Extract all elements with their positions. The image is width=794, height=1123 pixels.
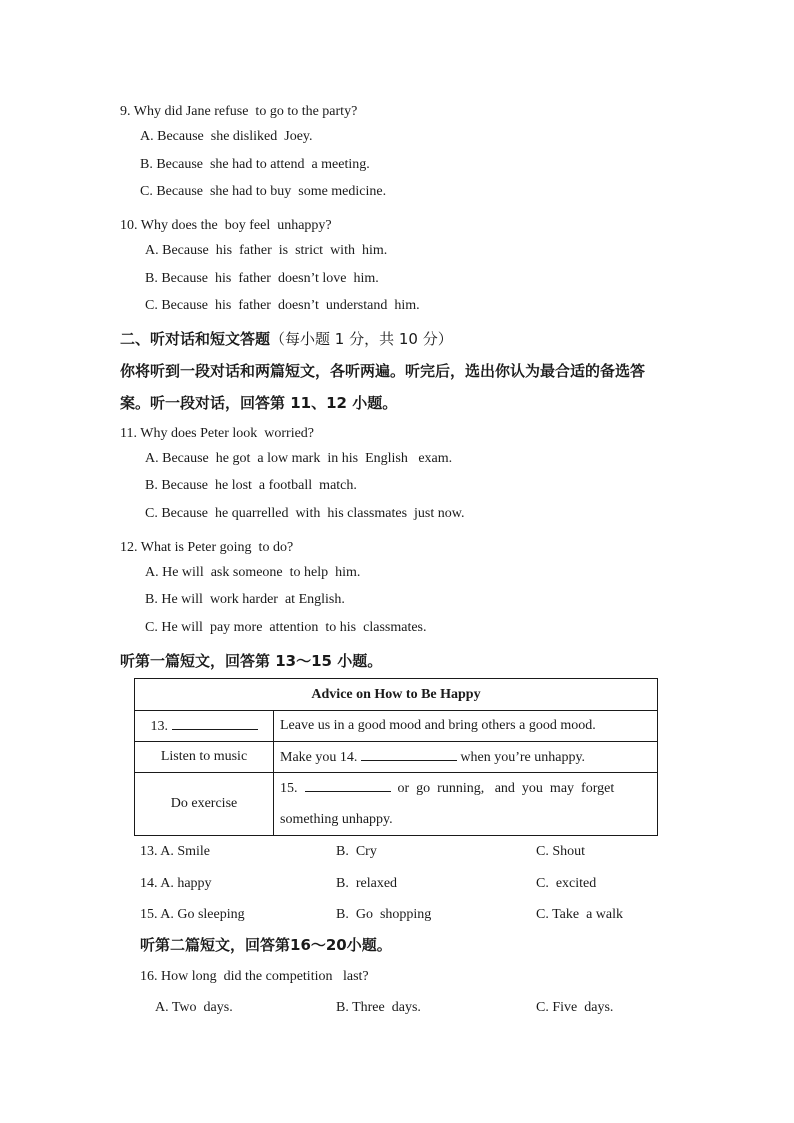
blank-14-prefix: Make you 14. [280,750,358,765]
question-12-option-b: B. He will work harder at English. [145,592,345,607]
choice-14-c: C. excited [536,876,597,891]
section-2-instruction-line-1: 你将听到一段对话和两篇短文，各听两遍。听完后，选出你认为最合适的备选答 [120,362,646,380]
question-10-option-b: B. Because his father doesn’t love him. [145,271,379,286]
table-row [135,711,658,742]
question-12-option-a: A. He will ask someone to help him. [145,565,361,580]
question-11-option-c: C. Because he quarrelled with his classmates just now. [145,506,465,521]
blank-13-label: 13. [150,719,168,734]
question-10-option-c: C. Because his father doesn’t understand him. [145,298,420,313]
passage-1-intro: 听第一篇短文，回答第 13～15 小题。 [120,652,383,670]
question-12-stem: 12. What is Peter going to do? [120,540,294,555]
question-9-option-b: B. Because she had to attend a meeting. [140,157,370,172]
blank-14-suffix: when you’re unhappy. [460,750,586,765]
answer-blank-15 [305,779,391,792]
question-12-option-c: C. He will pay more attention to his classmates. [145,620,427,635]
question-16-option-c: C. Five days. [536,1000,614,1015]
question-16-option-a: A. Two days. [155,1000,233,1015]
blank-15-suffix: or go running, and you may forget [397,781,615,796]
table-cell-listen-to-music: Listen to music [135,742,274,773]
table-cell-13-description: Leave us in a good mood and bring others a good mood. [274,711,658,742]
question-11-option-a: A. Because he got a low mark in his English exam. [145,451,453,466]
answer-blank-13 [172,717,258,730]
choice-13-b: B. Cry [336,844,377,859]
question-16-stem: 16. How long did the competition last? [140,969,369,984]
question-10-option-a: A. Because his father is strict with him. [145,243,388,258]
table-cell-14-description [274,742,658,773]
question-9-stem: 9. Why did Jane refuse to go to the party? [120,104,358,119]
answer-blank-14 [361,748,457,761]
section-2-heading [120,330,453,348]
table-title: Advice on How to Be Happy [135,679,658,711]
section-2-title: 二、听对话和短文答题 [120,330,271,348]
passage-2-intro: 听第二篇短文，回答第16～20小题。 [140,936,392,954]
table-cell-15-line-1 [280,773,651,804]
table-row [135,742,658,773]
table-cell-13 [135,711,274,742]
choice-13-a: 13. A. Smile [140,844,211,859]
question-11-option-b: B. Because he lost a football match. [145,478,357,493]
table-title-row [135,679,658,711]
question-11-stem: 11. Why does Peter look worried? [120,426,315,441]
question-10-stem: 10. Why does the boy feel unhappy? [120,218,332,233]
question-16-option-b: B. Three days. [336,1000,421,1015]
choice-14-b: B. relaxed [336,876,398,891]
section-2-instruction-line-2: 案。听一段对话，回答第 11、12 小题。 [120,394,398,412]
blank-15-label: 15. [280,781,298,796]
table-cell-15-line-2: something unhappy. [280,812,393,827]
table-row [135,773,658,836]
section-2-score-note: （每小题 1 分，共 10 分） [270,330,453,348]
table-cell-15-description [274,773,658,836]
question-9-option-c: C. Because she had to buy some medicine. [140,184,387,199]
choice-13-c: C. Shout [536,844,586,859]
advice-table [134,678,658,836]
choice-15-b: B. Go shopping [336,907,432,922]
choice-15-a: 15. A. Go sleeping [140,907,245,922]
choice-14-a: 14. A. happy [140,876,212,891]
choice-15-c: C. Take a walk [536,907,624,922]
table-cell-do-exercise: Do exercise [135,773,274,836]
question-9-option-a: A. Because she disliked Joey. [140,129,313,144]
